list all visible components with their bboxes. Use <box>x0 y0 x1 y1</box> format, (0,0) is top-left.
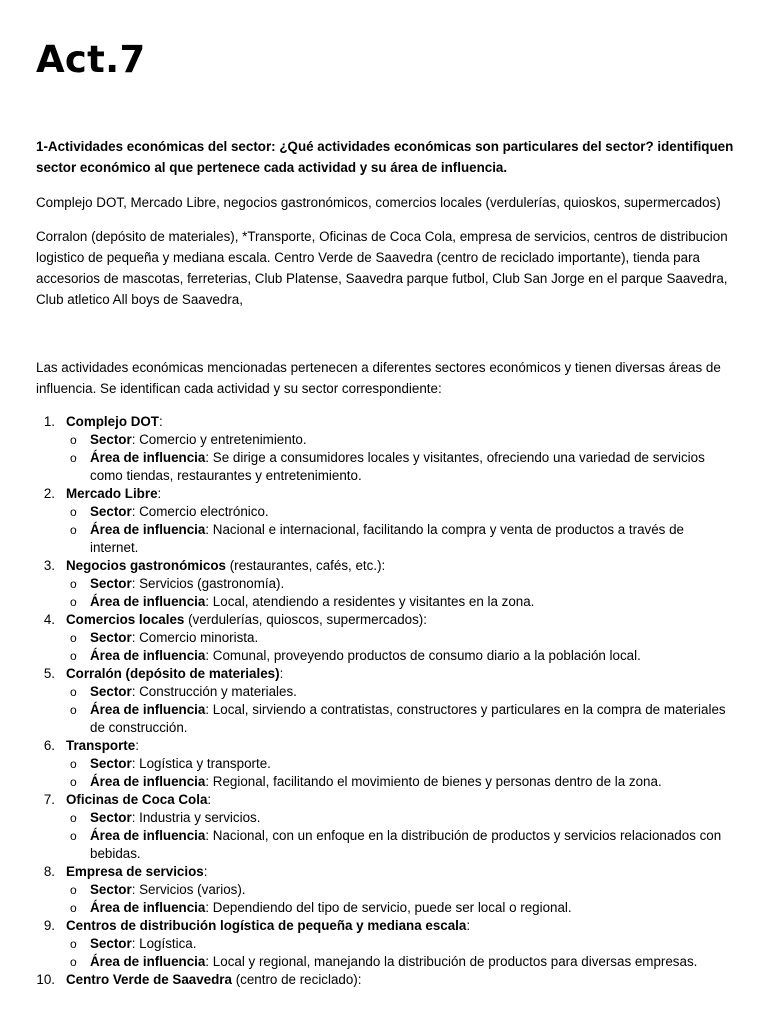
bullet-icon: o <box>70 811 77 825</box>
paragraph-activities-more: Corralon (depósito de materiales), *Transporte, Oficinas de Coca Cola, empresa de servicios, centros de distribucion logistico de pequeña y mediana escala. Centro Verde de Saavedra (centro de reciclado importante), tienda para accesorios de mascotas, ferreterias, Club Platense, Saavedra parque futbol, Club San Jorge en el parque Saavedra, Club atletico All boys de Saavedra, <box>36 229 728 307</box>
item-details <box>66 629 736 665</box>
detail-sector <box>66 503 736 521</box>
paragraph-intro: Las actividades económicas mencionadas pertenecen a diferentes sectores económicos y tienen diversas áreas de influencia. Se identifican cada actividad y su sector correspondiente: <box>36 360 721 396</box>
area-label: Área de influencia <box>90 522 206 537</box>
item-suffix: (centro de reciclado): <box>231 972 362 987</box>
detail-area <box>66 953 736 971</box>
detail-area <box>66 593 736 611</box>
detail-sector <box>66 575 736 593</box>
sector-value: : Comercio y entretenimiento. <box>131 432 307 447</box>
bullet-icon: o <box>70 577 77 591</box>
sector-label: Sector <box>90 576 132 591</box>
bullet-icon: o <box>70 757 77 771</box>
sector-value: : Comercio minorista. <box>131 630 259 645</box>
detail-area <box>66 899 736 917</box>
area-label: Área de influencia <box>90 594 206 609</box>
item-number: 8. <box>43 864 55 879</box>
sector-value: : Servicios (varios). <box>131 882 246 897</box>
item-number: 1. <box>43 414 55 429</box>
bullet-icon: o <box>70 955 77 969</box>
item-details <box>66 935 736 971</box>
item-suffix: : <box>203 864 208 879</box>
item-name: Corralón (depósito de materiales) <box>66 666 280 681</box>
item-name: Negocios gastronómicos <box>66 558 226 573</box>
area-label: Área de influencia <box>90 774 206 789</box>
item-name: Transporte <box>66 738 136 753</box>
area-value: : Nacional e internacional, facilitando la compra y venta de productos a través de internet. <box>90 522 684 555</box>
sector-value: : Logística y transporte. <box>131 756 271 771</box>
list-item <box>36 863 736 917</box>
item-number: 5. <box>43 666 55 681</box>
list-item <box>36 791 736 863</box>
item-suffix: : <box>159 414 163 429</box>
question-text: 1-Actividades económicas del sector: ¿Qué actividades económicas son particulares del sector? identifiquen sector económico al que pertenece cada actividad y su área de influencia. <box>36 139 734 175</box>
item-name: Comercios locales <box>66 612 185 627</box>
area-value: : Dependiendo del tipo de servicio, puede ser local o regional. <box>205 900 572 915</box>
sector-label: Sector <box>90 810 132 825</box>
item-details <box>66 683 736 737</box>
area-value: : Local y regional, manejando la distribución de productos para diversas empresas. <box>205 954 698 969</box>
paragraph-activities: Complejo DOT, Mercado Libre, negocios gastronómicos, comercios locales (verdulerías, quioskos, supermercados) <box>36 195 721 210</box>
item-details <box>66 755 736 791</box>
bullet-icon: o <box>70 883 77 897</box>
area-label: Área de influencia <box>90 702 206 717</box>
sector-value: : Construcción y materiales. <box>131 684 297 699</box>
area-label: Área de influencia <box>90 828 206 843</box>
bullet-icon: o <box>70 703 77 717</box>
list-item <box>36 917 736 971</box>
sector-value: : Industria y servicios. <box>131 810 261 825</box>
activity-list <box>36 413 736 989</box>
detail-area <box>66 773 736 791</box>
detail-sector <box>66 881 736 899</box>
area-value: : Local, atendiendo a residentes y visitantes en la zona. <box>205 594 535 609</box>
area-value: : Regional, facilitando el movimiento de bienes y personas dentro de la zona. <box>205 774 662 789</box>
item-details <box>66 809 736 863</box>
item-name: Oficinas de Coca Cola <box>66 792 208 807</box>
item-details <box>66 575 736 611</box>
bullet-icon: o <box>70 433 77 447</box>
item-name: Mercado Libre <box>66 486 158 501</box>
list-item <box>36 971 736 989</box>
area-label: Área de influencia <box>90 900 206 915</box>
item-details <box>66 881 736 917</box>
area-value: : Nacional, con un enfoque en la distribución de productos y servicios relacionados con bebidas. <box>90 828 722 861</box>
bullet-icon: o <box>70 595 77 609</box>
item-details <box>66 503 736 557</box>
bullet-icon: o <box>70 523 77 537</box>
item-suffix: : <box>157 486 162 501</box>
bullet-icon: o <box>70 649 77 663</box>
list-item <box>36 737 736 791</box>
bullet-icon: o <box>70 901 77 915</box>
detail-area <box>66 827 736 863</box>
area-value: : Comunal, proveyendo productos de consumo diario a la población local. <box>205 648 641 663</box>
area-value: : Local, sirviendo a contratistas, constructores y particulares en la compra de materiales de construcción. <box>90 702 726 735</box>
detail-area <box>66 701 736 737</box>
list-item <box>36 611 736 665</box>
detail-sector <box>66 431 736 449</box>
area-label: Área de influencia <box>90 954 206 969</box>
area-label: Área de influencia <box>90 648 206 663</box>
detail-sector <box>66 809 736 827</box>
sector-label: Sector <box>90 432 132 447</box>
list-item <box>36 413 736 485</box>
area-label: Área de influencia <box>90 450 206 465</box>
bullet-icon: o <box>70 505 77 519</box>
list-item <box>36 665 736 737</box>
item-suffix: : <box>207 792 212 807</box>
detail-sector <box>66 683 736 701</box>
bullet-icon: o <box>70 451 77 465</box>
detail-sector <box>66 935 736 953</box>
detail-area <box>66 449 736 485</box>
sector-label: Sector <box>90 684 132 699</box>
list-item <box>36 485 736 557</box>
item-suffix: (restaurantes, cafés, etc.): <box>225 558 386 573</box>
sector-label: Sector <box>90 630 132 645</box>
sector-value: : Logística. <box>131 936 197 951</box>
item-details <box>66 431 736 485</box>
detail-area <box>66 521 736 557</box>
detail-sector <box>66 629 736 647</box>
item-number: 9. <box>43 918 55 933</box>
item-number: 2. <box>43 486 55 501</box>
item-name: Empresa de servicios <box>66 864 204 879</box>
item-name: Centro Verde de Saavedra <box>66 972 232 987</box>
item-suffix: : <box>279 666 284 681</box>
bullet-icon: o <box>70 631 77 645</box>
item-number: 7. <box>43 792 55 807</box>
sector-label: Sector <box>90 504 132 519</box>
bullet-icon: o <box>70 775 77 789</box>
sector-label: Sector <box>90 936 132 951</box>
bullet-icon: o <box>70 685 77 699</box>
detail-sector <box>66 755 736 773</box>
item-number: 4. <box>43 612 55 627</box>
item-suffix: (verdulerías, quioscos, supermercados): <box>184 612 427 627</box>
list-item <box>36 557 736 611</box>
item-suffix: : <box>135 738 139 753</box>
item-name: Complejo DOT <box>66 414 159 429</box>
detail-area <box>66 647 736 665</box>
item-suffix: : <box>466 918 471 933</box>
area-value: : Se dirige a consumidores locales y visitantes, ofreciendo una variedad de servicios como tiendas, restaurantes y entretenimiento. <box>90 450 705 483</box>
sector-value: : Servicios (gastronomía). <box>131 576 285 591</box>
sector-label: Sector <box>90 882 132 897</box>
item-number: 6. <box>43 738 55 753</box>
sector-label: Sector <box>90 756 132 771</box>
item-name: Centros de distribución logística de pequeña y mediana escala <box>66 918 467 933</box>
page-title: Act.7 <box>36 38 146 81</box>
sector-value: : Comercio electrónico. <box>131 504 269 519</box>
item-number: 10. <box>36 972 55 987</box>
item-number: 3. <box>43 558 55 573</box>
bullet-icon: o <box>70 937 77 951</box>
bullet-icon: o <box>70 829 77 843</box>
